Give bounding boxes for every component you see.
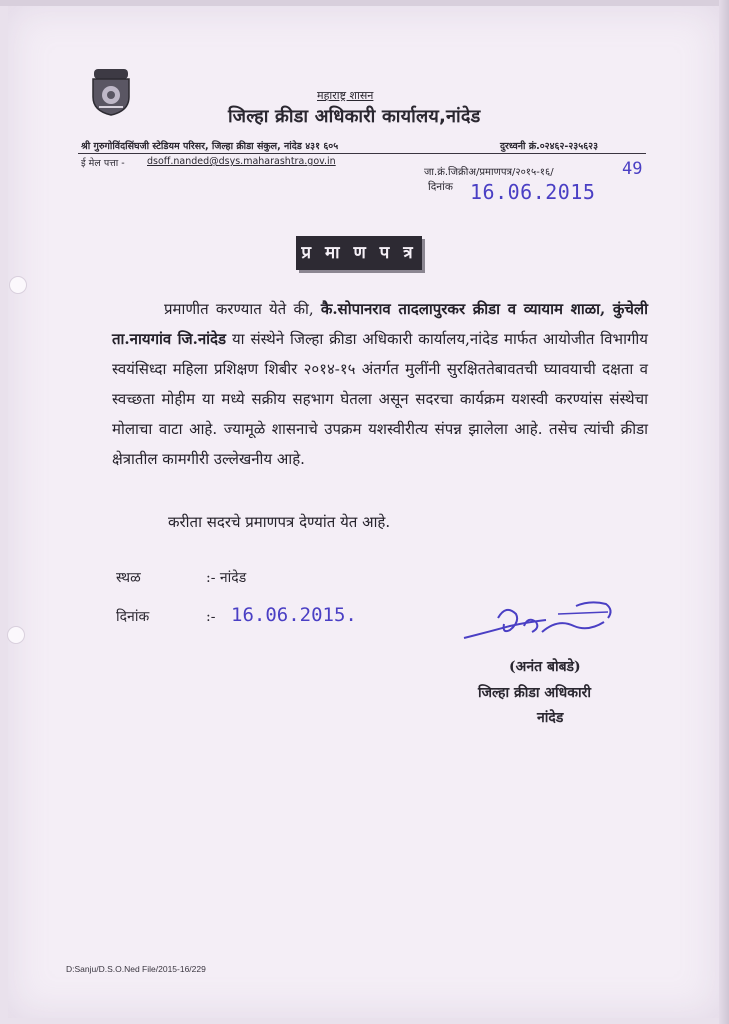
signatory-designation: जिल्हा क्रीडा अधिकारी [478, 685, 592, 701]
body-institution: कै.सोपानराव तादलापुरकर क्रीडा व व्यायाम शाळा, कुंचेली ता.नायगांव जि.नांदेड [112, 300, 648, 348]
header-date-label: दिनांक [428, 181, 453, 193]
office-address: श्री गुरुगोविंदसिंघजी स्टेडियम परिसर, जिल्हा क्रीडा संकुल, नांदेड ४३१ ६०५ [81, 141, 339, 152]
header-divider [78, 153, 646, 154]
scan-right-edge [719, 0, 729, 1024]
header-date-value: 16.06.2015 [470, 180, 596, 204]
emblem-icon [90, 67, 132, 117]
closing-line: करीता सदरचे प्रमाणपत्र देण्यांत येत आहे. [168, 513, 391, 531]
office-phone: दुरध्वनी क्रं.०२४६२-२३५६२३ [500, 141, 599, 152]
signature-mark [458, 596, 618, 654]
reference-number: 49 [622, 159, 643, 179]
place-value: :- नांदेड [206, 570, 247, 586]
place-label: स्थळ [116, 570, 141, 586]
email-address: dsoff.nanded@dsys.maharashtra.gov.in [147, 156, 336, 167]
date-value: 16.06.2015. [231, 604, 357, 626]
file-path-footer: D:Sanju/D.S.O.Ned File/2015-16/229 [66, 964, 206, 974]
punch-hole [7, 626, 25, 644]
punch-hole [9, 276, 27, 294]
body-details: या संस्थेने जिल्हा क्रीडा अधिकारी कार्यालय,नांदेड मार्फत आयोजीत विभागीय स्वयंसिध्दा महिला प्रशिक्षण शिबीर २०१४-१५ अंतर्गत मुलींनी सुरक्षिततेबावतची घ्यावयाची दक्षता व स्वच्छता मोहीम या मध्ये सक्रीय सहभाग घेतला असून सदरचा कार्यक्रम यशस्वी करण्यांस संस्थेचा मोलाचा वाटा आहे. ज्यामूळे शासनाचे उपक्रम यशस्वीरीत्य संपन्न झालेला आहे. तसेच त्यांची क्रीडा क्षेत्रातील कामगीरी उल्लेखनीय आहे. [112, 330, 648, 468]
email-label: ई मेल पत्ता - [81, 158, 125, 169]
office-name: जिल्हा क्रीडा अधिकारी कार्यालय,नांदेड [228, 106, 481, 127]
date-separator: :- [206, 609, 216, 625]
signatory-name: (अनंत बोबडे) [509, 659, 581, 675]
reference-label: जा.क्रं.जिक्रीअ/प्रमाणपत्र/२०१५-१६/ [424, 167, 554, 178]
government-label: महाराष्ट्र शासन [317, 89, 374, 102]
date-label: दिनांक [116, 609, 150, 625]
certificate-body [112, 294, 648, 474]
body-intro: प्रमाणीत करण्यात येते की, [164, 300, 321, 318]
certificate-title: प्र मा ण प त्र [296, 236, 422, 270]
signatory-location: नांदेड [537, 710, 564, 726]
